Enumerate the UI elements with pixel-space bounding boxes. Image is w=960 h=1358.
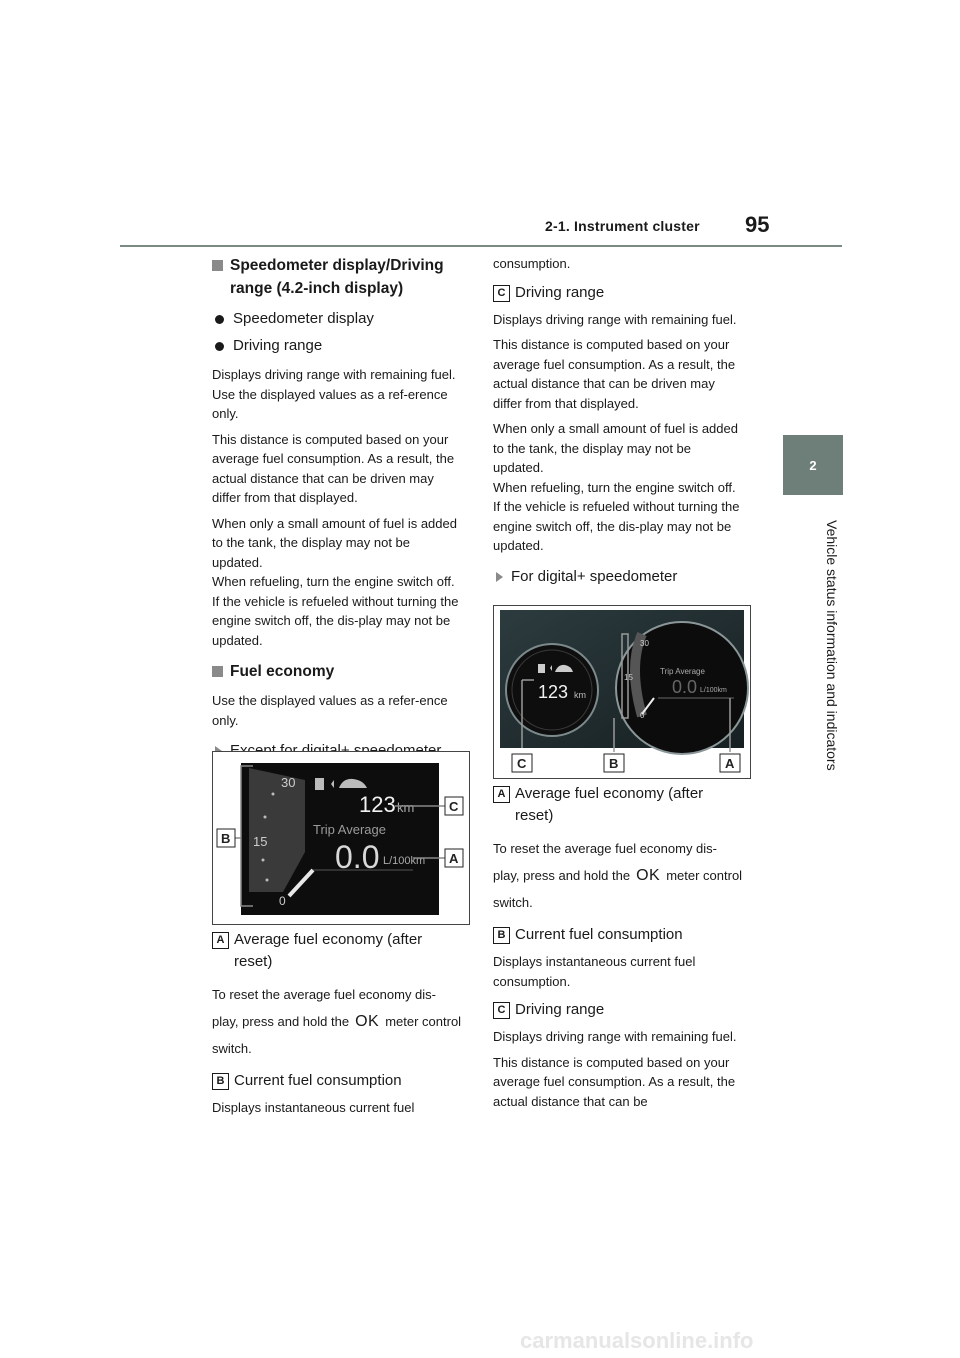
square-bullet-icon: [212, 666, 223, 677]
tick-15: 15: [624, 673, 633, 682]
callout-a: A: [449, 851, 459, 866]
para-r-range-1: Displays driving range with remaining fuel.: [493, 311, 737, 327]
range-unit: km: [574, 690, 586, 700]
para-r-range-2: This distance is computed based on your average fuel consumption. As a result, the actual distance that can be driven may differ from that displayed.: [493, 337, 736, 411]
ok-icon: OK: [355, 1013, 380, 1030]
label-c-range-r: C Driving range: [493, 999, 743, 1021]
para-range-3: When only a small amount of fuel is added to the tank, the display may not be updated. When refueling, turn the engine switch off. If the vehicle is refueled without turning the engine switch off, the dis-play may not be updated.: [212, 515, 459, 648]
chapter-tab: 2: [783, 435, 843, 495]
triangle-bullet-icon: [496, 572, 503, 582]
header-rule: [120, 245, 842, 247]
range-value: 123: [538, 682, 569, 702]
figure-digital-meter: [493, 605, 751, 779]
meter-illustration: [213, 752, 469, 924]
digital-meter-illustration: [494, 606, 750, 778]
page-number: 95: [745, 212, 770, 237]
trip-average-label: Trip Average: [660, 667, 705, 676]
label-b-current-r: B Current fuel consumption: [493, 924, 743, 946]
para-instant-r: Displays instantaneous current fuel consumption.: [493, 954, 696, 989]
avg-unit: L/100km: [700, 687, 727, 694]
avg-value: 0.0: [672, 677, 698, 697]
range-unit: km: [397, 800, 415, 815]
figure-standard-meter: [212, 751, 470, 925]
callout-c: C: [517, 756, 527, 771]
fuel-pump-icon: [538, 664, 545, 673]
right-column: [493, 254, 743, 588]
left-column-lower: [212, 929, 462, 1118]
right-column-lower: [493, 783, 743, 1111]
tick-0: 0: [640, 711, 645, 720]
para-reset: To reset the average fuel economy dis-play, press and hold the OK meter control switch.: [212, 987, 462, 1056]
heading-speedometer: Speedometer display/Driving range (4.2-inch display): [212, 254, 462, 300]
tick-30: 30: [640, 639, 649, 648]
trip-average-label: Trip Average: [313, 822, 386, 837]
label-b-current: B Current fuel consumption: [212, 1070, 462, 1092]
range-value: 123: [359, 792, 396, 817]
square-bullet-icon: [212, 260, 223, 271]
avg-value: 0.0: [335, 839, 380, 875]
heading-fuel-economy: Fuel economy: [212, 660, 462, 683]
callout-c: C: [449, 799, 459, 814]
callout-a: A: [725, 756, 735, 771]
bullet-driving-range: Driving range: [212, 335, 462, 357]
para-instant: Displays instantaneous current fuel: [212, 1100, 415, 1115]
bullet-speedometer: Speedometer display: [212, 308, 462, 330]
fuel-pump-icon: [315, 778, 324, 790]
dot-bullet-icon: [215, 315, 224, 324]
tick-30: 30: [281, 775, 296, 790]
callout-b: B: [221, 831, 231, 846]
sub-heading-digital: For digital+ speedometer: [493, 566, 743, 588]
tick-15: 15: [253, 834, 268, 849]
section-title: 2-1. Instrument cluster: [545, 218, 700, 234]
ok-icon: OK: [636, 867, 661, 884]
para-reset-r: To reset the average fuel economy dis-play, press and hold the OK meter control switch.: [493, 841, 743, 910]
para-consumption: consumption.: [493, 256, 571, 271]
para-r2-range-1: Displays driving range with remaining fuel.: [493, 1029, 737, 1044]
left-column: [212, 254, 462, 762]
para-range-1: Displays driving range with remaining fuel. Use the displayed values as a ref-erence only.: [212, 367, 456, 421]
callout-b: B: [609, 756, 619, 771]
para-r2-range-2: This distance is computed based on your average fuel consumption. As a result, the actual distance that can be: [493, 1054, 736, 1109]
avg-unit: L/100km: [383, 855, 426, 867]
watermark: carmanualsonline.info: [520, 1328, 754, 1353]
dot-bullet-icon: [215, 342, 224, 351]
label-c-range: C Driving range: [493, 282, 743, 304]
para-r-range-3: When only a small amount of fuel is added to the tank, the display may not be updated. When refueling, turn the engine switch off. If the vehicle is refueled without turning the engine switch off, the dis-play may not be updated.: [493, 421, 740, 553]
label-a-average-r: A Average fuel economy (after reset): [493, 783, 743, 827]
para-fuel-1: Use the displayed values as a refer-ence only.: [212, 693, 448, 728]
label-a-average: A Average fuel economy (after reset): [212, 929, 462, 973]
chapter-label: Vehicle status information and indicators: [824, 520, 840, 771]
tick-0: 0: [279, 894, 286, 908]
para-range-2: This distance is computed based on your average fuel consumption. As a result, the actual distance that can be driven may differ from that displayed.: [212, 431, 455, 505]
